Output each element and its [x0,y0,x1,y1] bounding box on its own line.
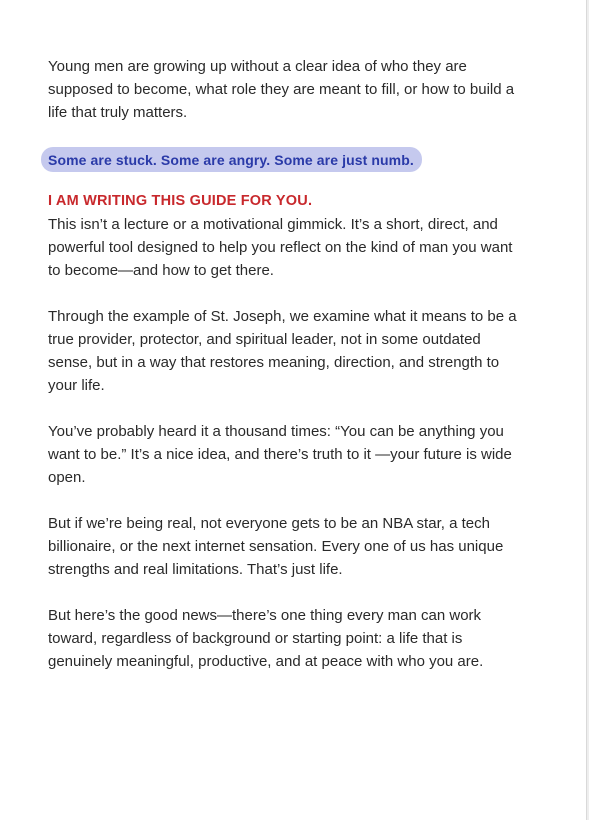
highlighted-callout: Some are stuck. Some are angry. Some are just numb. [41,147,422,172]
intro-paragraph: Young men are growing up without a clear idea of who they are supposed to become, what role they are meant to fill, or how to build a life that truly matters. [48,58,515,121]
section-heading: I AM WRITING THIS GUIDE FOR YOU. [48,193,313,209]
body-paragraph-1: This isn’t a lecture or a motivational gimmick. It’s a short, direct, and powerful tool designed to help you reflect on the kind of man you want to become—and how to get there. [48,216,513,279]
body-paragraph-2: Through the example of St. Joseph, we examine what it means to be a true provider, protector, and spiritual leader, not in some outdated sense, but in a way that restores meaning, direction, and strength to your life. [48,308,517,394]
body-paragraph-5: But here’s the good news—there’s one thing every man can work toward, regardless of background or starting point: a life that is genuinely meaningful, productive, and at peace with who you are. [48,607,484,670]
document-body [48,55,528,696]
body-paragraph-4: But if we’re being real, not everyone gets to be an NBA star, a tech billionaire, or the next internet sensation. Every one of us has unique strengths and real limitations. That’s just life. [48,515,504,578]
highlight-container [41,147,528,172]
body-paragraph-3: You’ve probably heard it a thousand times: “You can be anything you want to be.” It’s a nice idea, and there’s truth to it —your future is wide open. [48,423,512,486]
